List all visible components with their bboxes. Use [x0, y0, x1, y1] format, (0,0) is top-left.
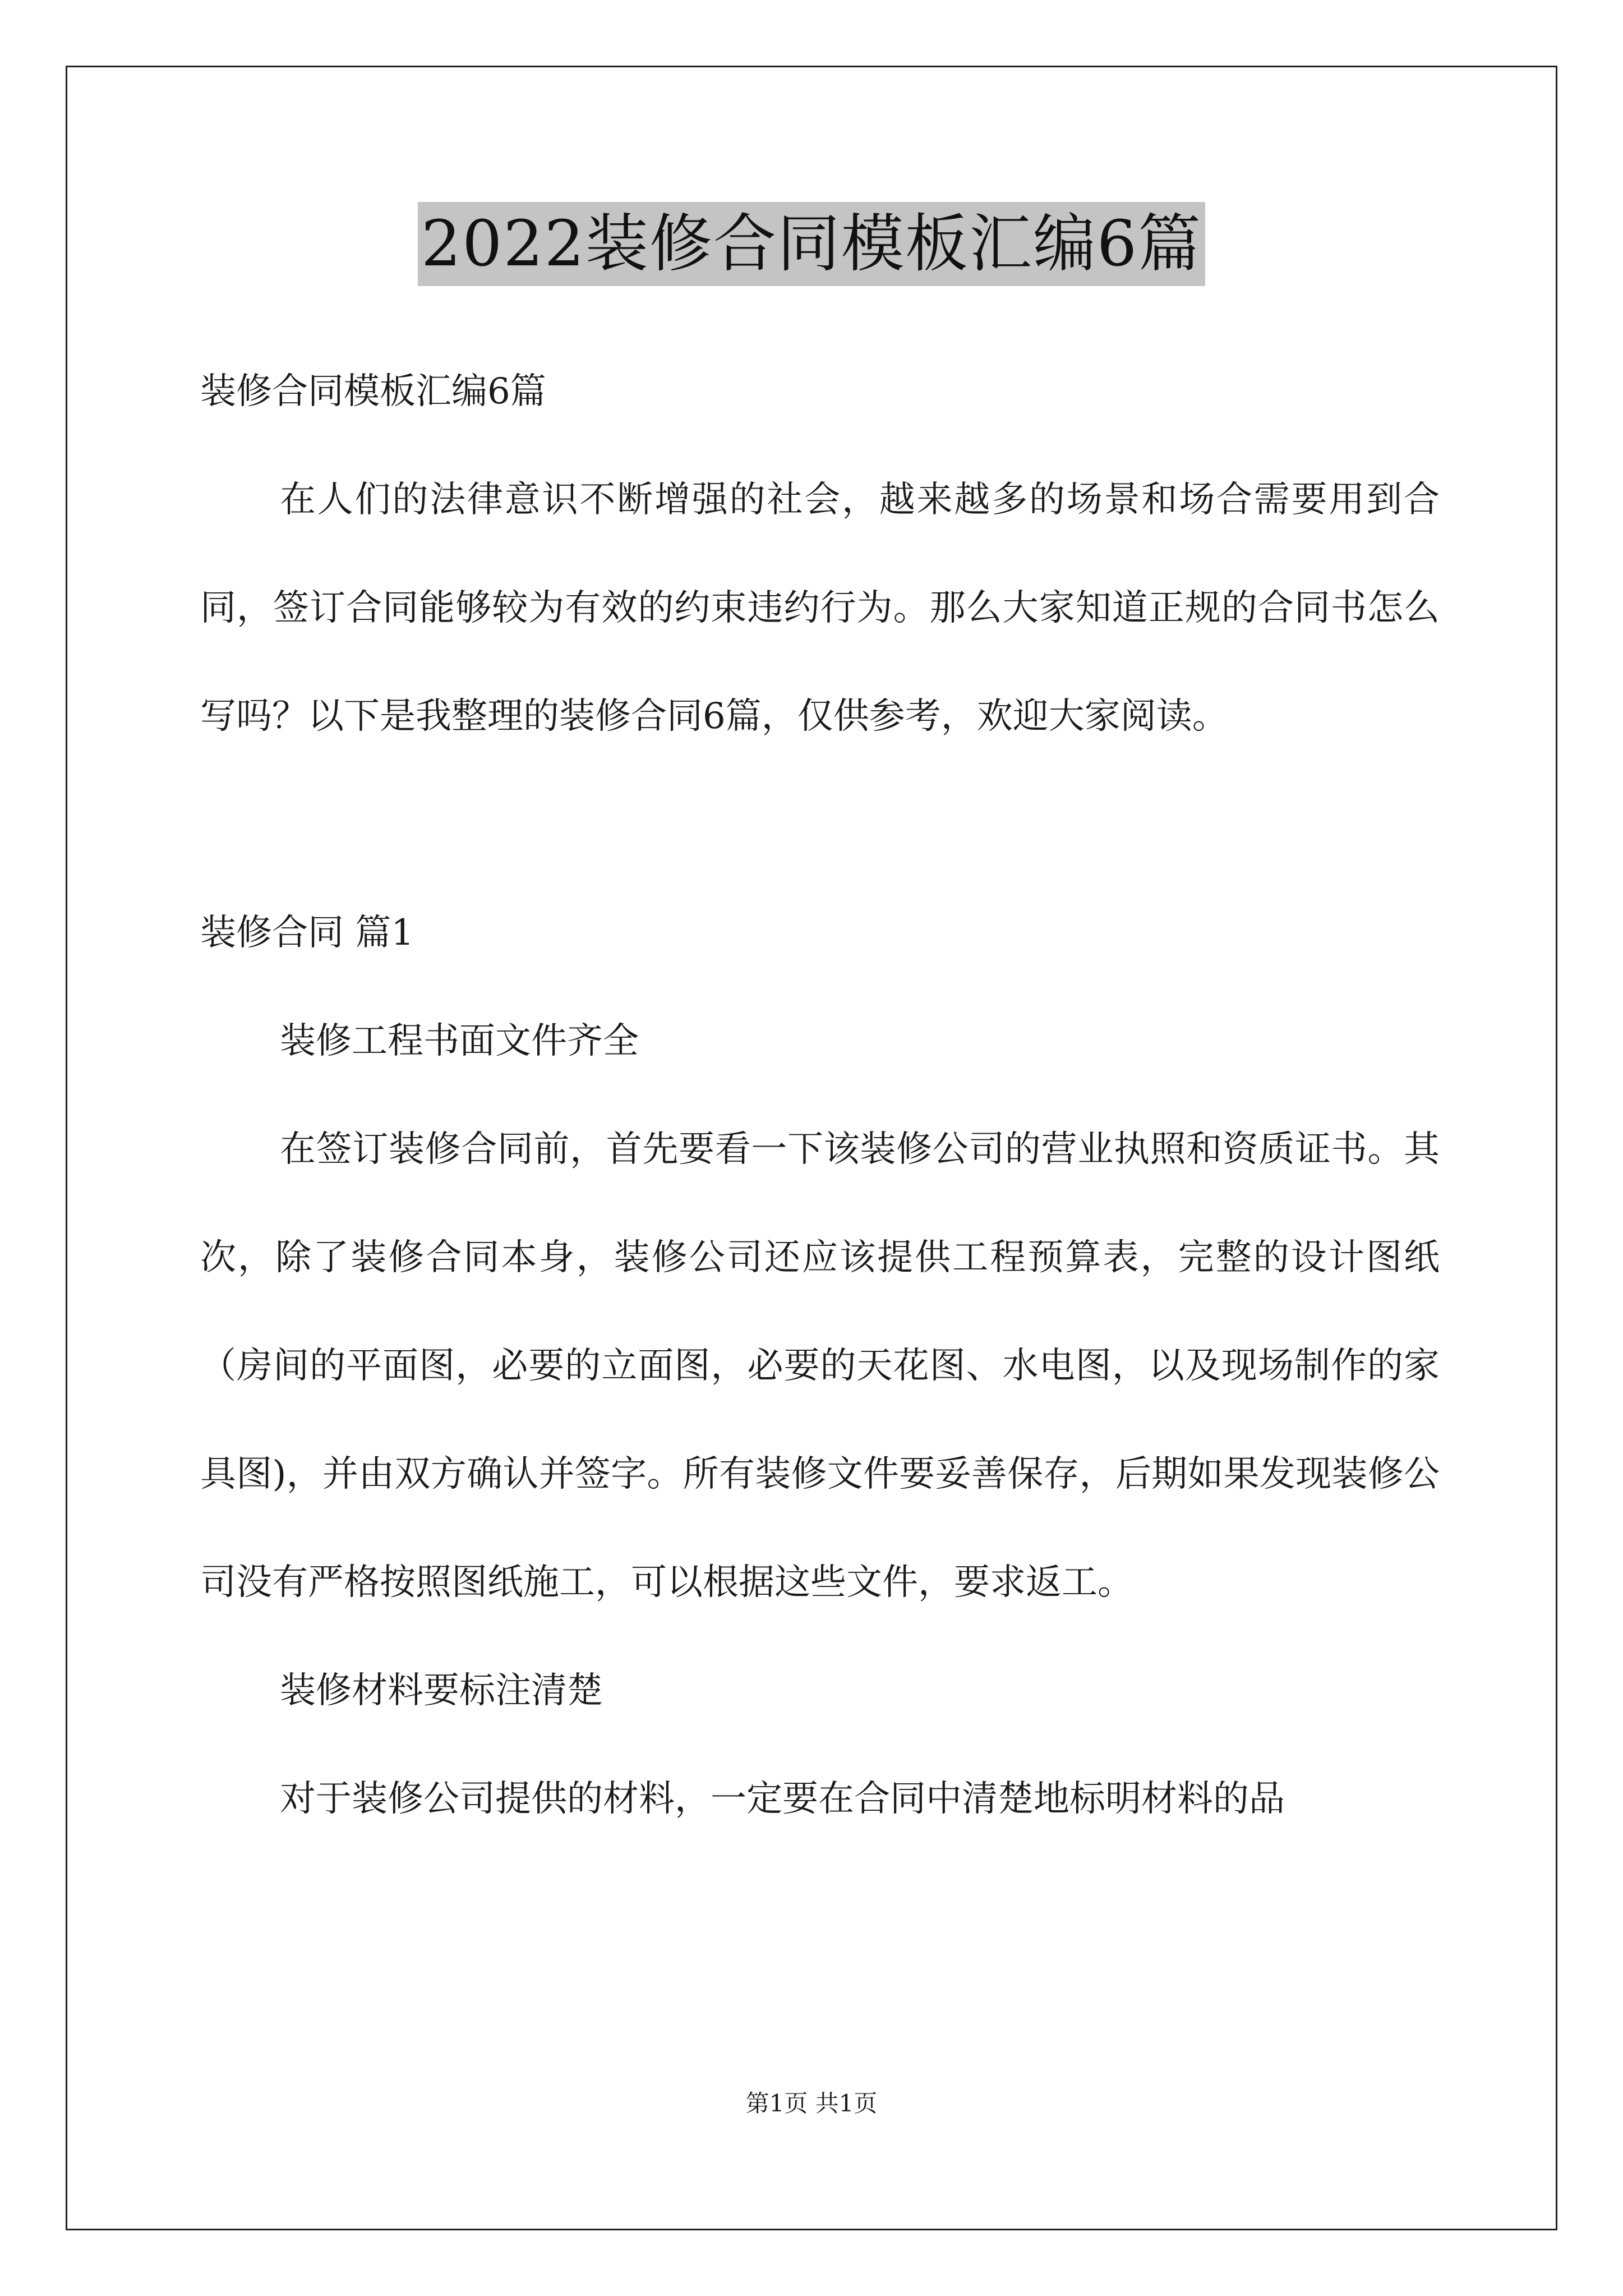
- documents-paragraph: 在签订装修合同前，首先要看一下该装修公司的营业执照和资质证书。其次，除了装修合同本身，装修公司还应该提供工程预算表，完整的设计图纸（房间的平面图，必要的立面图，必要的天花图、水电图，以及现场制作的家具图)，并由双方确认并签字。所有装修文件要妥善保存，后期如果发现装修公司没有严格按照图纸施工，可以根据这些文件，要求返工。: [200, 1129, 1440, 1603]
- subsection-heading-documents: 装修工程书面文件齐全: [280, 1020, 639, 1062]
- title-container: [0, 202, 1623, 286]
- page-footer: 第1页 共1页: [745, 2090, 878, 2117]
- document-title: 2022装修合同模板汇编6篇: [418, 202, 1205, 286]
- materials-paragraph: 对于装修公司提供的材料，一定要在合同中清楚地标明材料的品: [280, 1778, 1285, 1820]
- section-heading: 装修合同 篇1: [200, 912, 414, 954]
- subsection-heading-materials: 装修材料要标注清楚: [280, 1670, 603, 1711]
- document-body: [200, 338, 1440, 1853]
- document-subtitle: 装修合同模板汇编6篇: [200, 371, 546, 412]
- paragraph-spacer: [200, 771, 1440, 879]
- intro-paragraph: 在人们的法律意识不断增强的社会，越来越多的场景和场合需要用到合同，签订合同能够较为有效的约束违约行为。那么大家知道正规的合同书怎么写吗？以下是我整理的装修合同6篇，仅供参考，欢迎大家阅读。: [200, 479, 1440, 737]
